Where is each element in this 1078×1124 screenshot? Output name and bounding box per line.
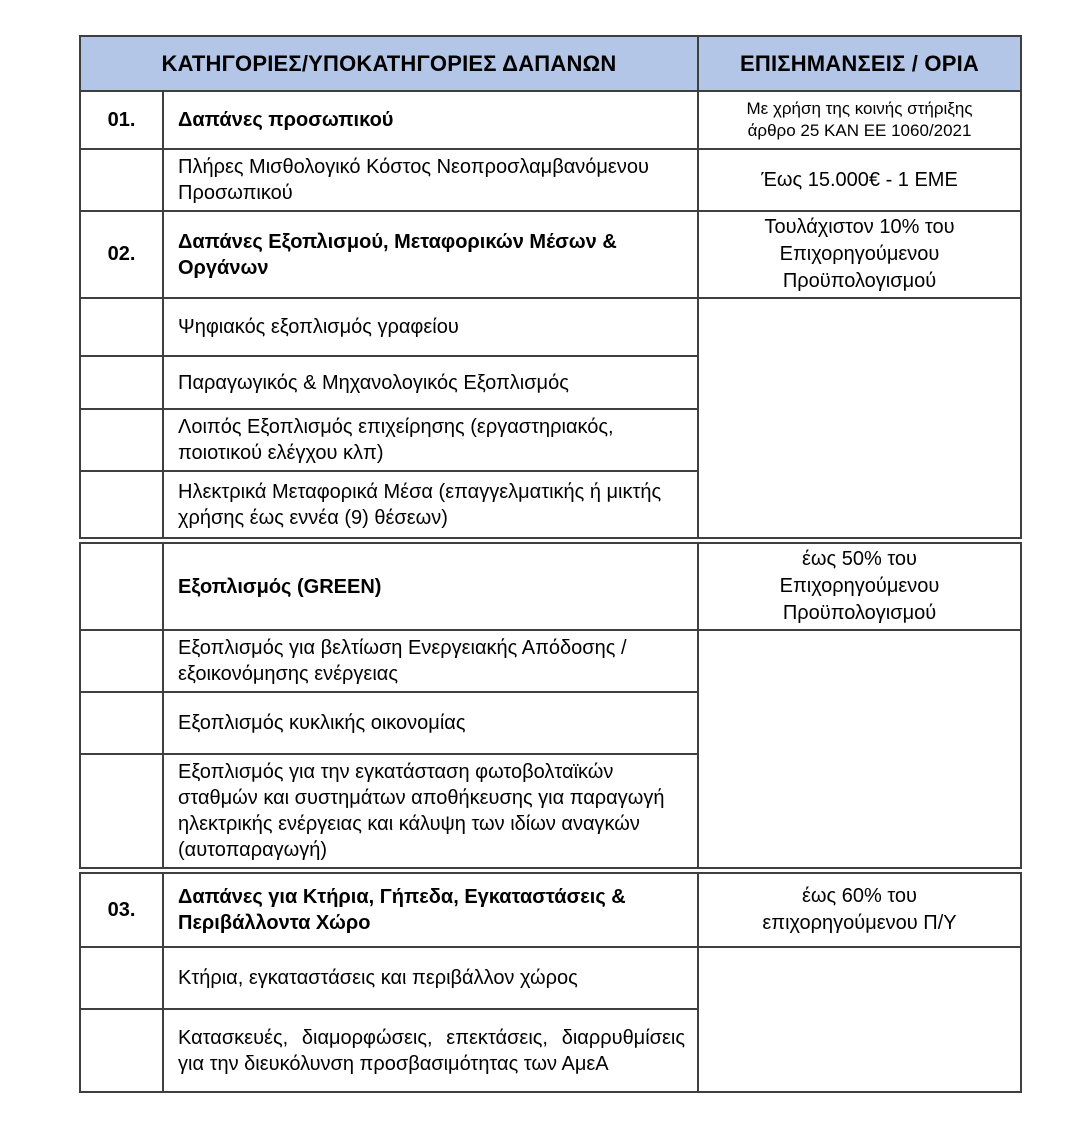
subcategory-title: Εξοπλισμός για βελτίωση Ενεργειακής Απόδοσης /εξοικονόμησης ενέργειας [163,630,698,692]
subcategory-number [80,356,163,409]
subcategory-number [80,1009,163,1092]
expense-table-section-1 [79,35,1022,539]
subcategory-title: Λοιπός Εξοπλισμός επιχείρησης (εργαστηριακός, ποιοτικού ελέγχου κλπ) [163,409,698,471]
table-header-row [80,36,1021,91]
category-note: Με χρήση της κοινής στήριξης άρθρο 25 ΚΑΝ ΕΕ 1060/2021 [698,91,1021,149]
subcategory-title: Κτήρια, εγκαταστάσεις και περιβάλλον χώρος [163,947,698,1009]
category-title: Δαπάνες προσωπικού [163,91,698,149]
merged-empty-note-cell [698,630,1021,868]
subcategory-row [80,298,1021,356]
category-title: Δαπάνες Εξοπλισμού, Μεταφορικών Μέσων & Οργάνων [163,211,698,298]
category-number: 02. [80,211,163,298]
category-number: 01. [80,91,163,149]
subcategory-title: Εξοπλισμός για την εγκατάσταση φωτοβολταϊκών σταθμών και συστημάτων αποθήκευσης για παραγωγή ηλεκτρικής ενέργειας και κάλυψη των ιδίων αναγκών (αυτοπαραγωγή) [163,754,698,868]
category-row-green [80,543,1021,630]
category-row-03 [80,873,1021,947]
subcategory-note: Έως 15.000€ - 1 ΕΜΕ [698,149,1021,211]
subcategory-number [80,409,163,471]
subcategory-number [80,754,163,868]
subcategory-title: Εξοπλισμός κυκλικής οικονομίας [163,692,698,754]
subcategory-number [80,692,163,754]
header-limits: ΕΠΙΣΗΜΑΝΣΕΙΣ / ΟΡΙΑ [698,36,1021,91]
category-row-01 [80,91,1021,149]
header-categories: ΚΑΤΗΓΟΡΙΕΣ/ΥΠΟΚΑΤΗΓΟΡΙΕΣ ΔΑΠΑΝΩΝ [80,36,698,91]
subcategory-title: Ψηφιακός εξοπλισμός γραφείου [163,298,698,356]
category-note: Τουλάχιστον 10% του Επιχορηγούμενου Προϋπολογισμού [698,211,1021,298]
subcategory-title: Παραγωγικός & Μηχανολογικός Εξοπλισμός [163,356,698,409]
subcategory-title: Κατασκευές, διαμορφώσεις, επεκτάσεις, διαρρυθμίσεις για την διευκόλυνση προσβασιμότητας των ΑμεΑ [163,1009,698,1092]
subcategory-number [80,471,163,538]
category-note: έως 60% του επιχορηγούμενου Π/Υ [698,873,1021,947]
subcategory-number [80,630,163,692]
subcategory-title: Ηλεκτρικά Μεταφορικά Μέσα (επαγγελματικής ή μικτής χρήσης έως εννέα (9) θέσεων) [163,471,698,538]
subcategory-number [80,947,163,1009]
subcategory-row [80,947,1021,1009]
subcategory-row [80,149,1021,211]
subcategory-row [80,630,1021,692]
subcategory-title: Πλήρες Μισθολογικό Κόστος Νεοπροσλαμβανόμενου Προσωπικού [163,149,698,211]
subcategory-number [80,149,163,211]
subcategory-number [80,298,163,356]
expense-table-section-2 [79,542,1022,869]
merged-empty-note-cell [698,298,1021,538]
category-title: Δαπάνες για Κτήρια, Γήπεδα, Εγκαταστάσεις & Περιβάλλοντα Χώρο [163,873,698,947]
category-title: Εξοπλισμός (GREEN) [163,543,698,630]
merged-empty-note-cell [698,947,1021,1092]
category-row-02 [80,211,1021,298]
expense-table-section-3 [79,872,1022,1093]
category-note: έως 50% του Επιχορηγούμενου Προϋπολογισμού [698,543,1021,630]
category-number: 03. [80,873,163,947]
category-number [80,543,163,630]
